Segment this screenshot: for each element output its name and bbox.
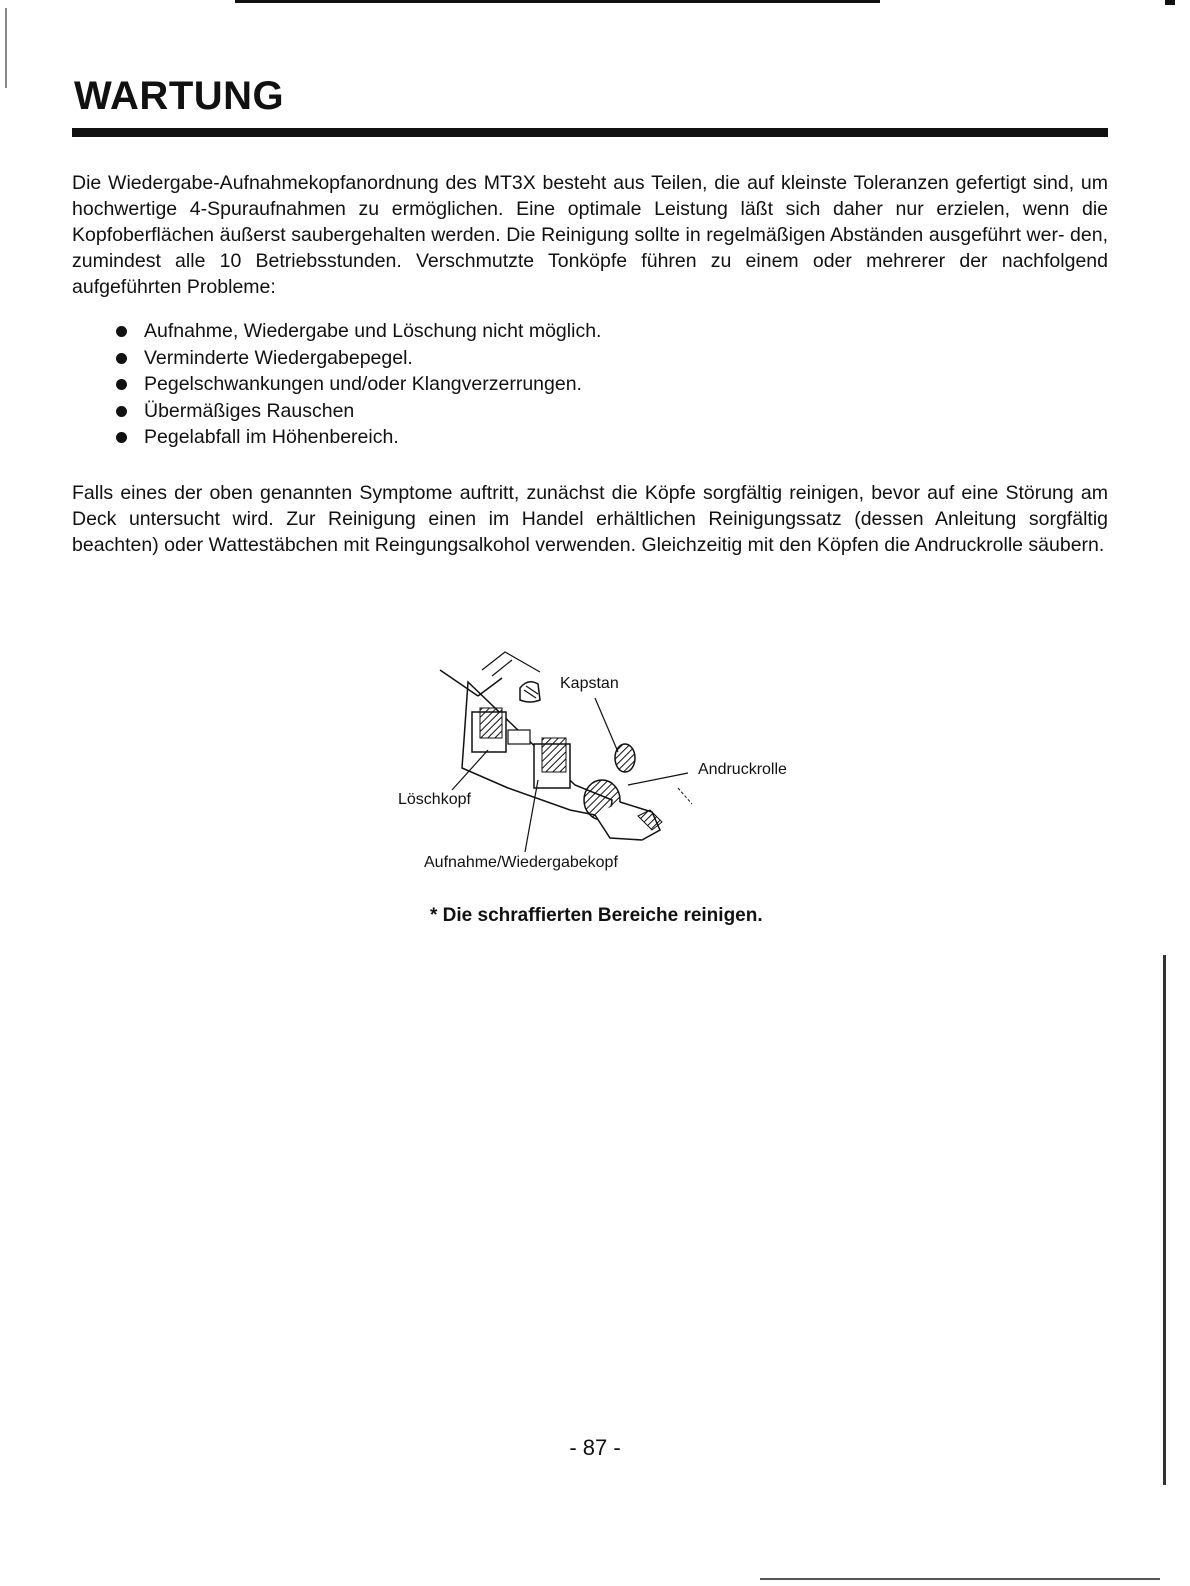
list-item-text: Pegelschwankungen und/oder Klangverzerrungen. bbox=[144, 373, 582, 395]
list-item bbox=[116, 371, 601, 398]
bullet-icon bbox=[116, 406, 127, 417]
bullet-icon bbox=[116, 379, 127, 390]
bullet-icon bbox=[116, 432, 127, 443]
capstan-post bbox=[615, 744, 635, 772]
erase-head-hatch bbox=[480, 708, 502, 738]
intro-paragraph: Die Wiedergabe-Aufnahmekopfanordnung des MT3X besteht aus Teilen, die auf kleinste Toleranzen gefertigt sind, um hochwertige 4-Spuraufnahmen zu ermöglichen. Eine optimale Leistung läßt sich daher nur erzielen, wenn die Kopfoberflächen äußerst saubergehalten werden. Die Reinigung sollte in regelmäßigen Abständen ausgeführt wer- den, zumindest alle 10 Betriebsstunden. Verschmutzte Tonköpfe führen zu einem oder mehrerer der nachfolgend aufgeführten Probleme: bbox=[72, 172, 1108, 298]
deck-corner bbox=[482, 652, 540, 676]
list-item-text: Pegelabfall im Höhenbereich. bbox=[144, 426, 399, 448]
tape-head-diagram bbox=[380, 640, 820, 885]
list-item-text: Übermäßiges Rauschen bbox=[144, 399, 355, 422]
list-item bbox=[116, 318, 601, 345]
bottom-edge-line bbox=[760, 1578, 1160, 1580]
capstan-shape bbox=[520, 682, 540, 702]
list-item bbox=[116, 424, 601, 451]
figure-caption: * Die schraffierten Bereiche reinigen. bbox=[430, 905, 763, 926]
title-rule bbox=[72, 128, 1108, 137]
deck-edge bbox=[440, 670, 502, 696]
list-item-text: Verminderte Wiedergabepegel. bbox=[144, 346, 413, 369]
label-erase-head: Löschkopf bbox=[398, 791, 471, 808]
top-edge-mark bbox=[1165, 0, 1175, 5]
top-edge-line bbox=[235, 0, 880, 3]
right-edge-shadow bbox=[1163, 955, 1166, 1485]
list-item bbox=[116, 398, 601, 425]
rec-play-head-hatch bbox=[542, 738, 566, 772]
label-pinch-roller: Andruckrolle bbox=[698, 761, 787, 778]
bullet-icon bbox=[116, 353, 127, 364]
label-capstan: Kapstan bbox=[560, 675, 619, 692]
page-number: - 87 - bbox=[569, 1435, 621, 1460]
label-rec-play-head: Aufnahme/Wiedergabekopf bbox=[424, 854, 618, 871]
list-item-text: Aufnahme, Wiedergabe und Löschung nicht möglich. bbox=[144, 320, 602, 342]
page-title: WARTUNG bbox=[74, 74, 285, 118]
problem-list bbox=[116, 318, 601, 451]
bullet-icon bbox=[116, 326, 127, 337]
list-item bbox=[116, 345, 601, 372]
cleaning-paragraph: Falls eines der oben genannten Symptome auftritt, zunächst die Köpfe sorgfältig reinigen, bevor auf eine Störung am Deck untersucht wird. Zur Reinigung einen im Handel erhältlichen Reinigungssatz (dessen Anleitung sorgfältig beachten) oder Wattestäbchen mit Reingungsalkohol verwenden. Gleichzeitig mit den Köpfen die Andruckrolle säubern. bbox=[72, 482, 1108, 556]
left-edge-shadow bbox=[5, 8, 7, 88]
